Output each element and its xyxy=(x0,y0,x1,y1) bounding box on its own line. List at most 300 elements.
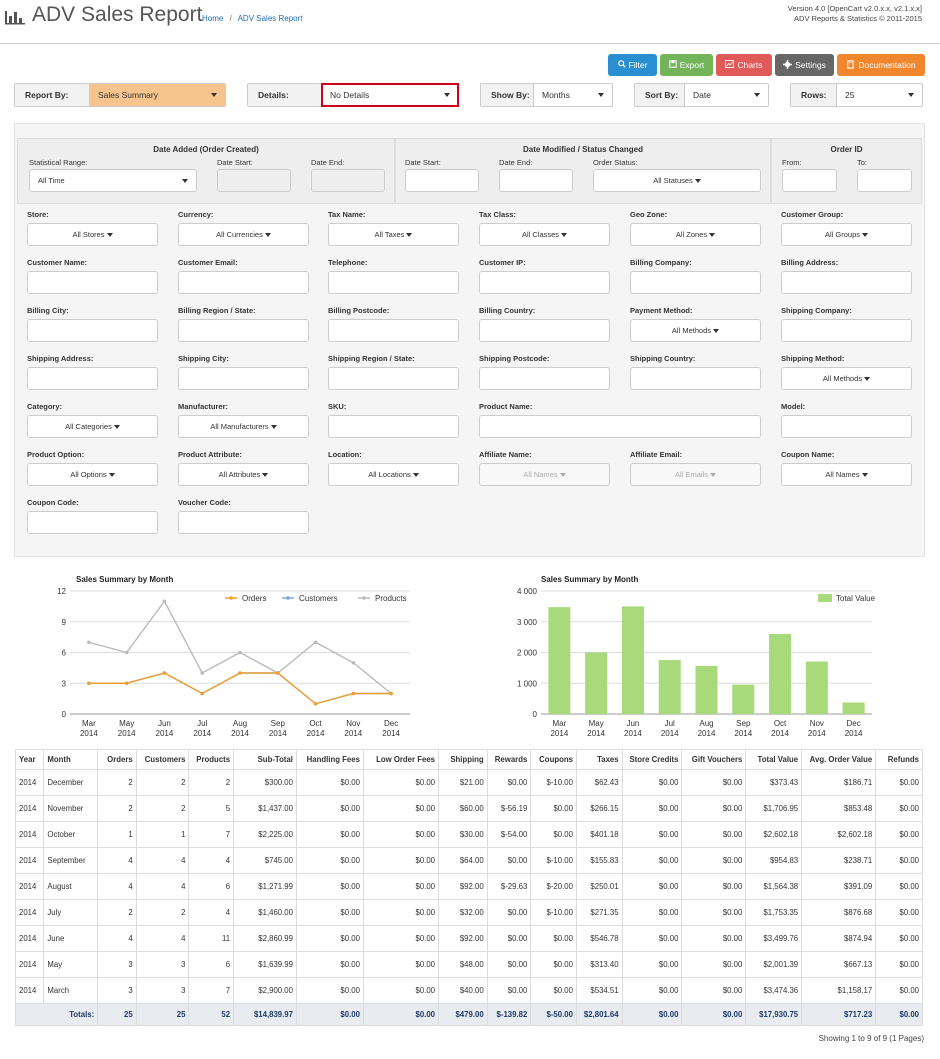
x-tick-year: 2014 xyxy=(306,729,325,738)
totals-cell-total-value: $17,930.75 xyxy=(746,1004,802,1026)
filter-select-manufacturer[interactable] xyxy=(178,415,309,438)
bar xyxy=(696,666,718,714)
settings-button[interactable] xyxy=(775,54,834,76)
filter-select-geo-zone[interactable] xyxy=(630,223,761,246)
table-cell-shipping: $48.00 xyxy=(439,952,488,978)
table-cell-year: 2014 xyxy=(16,952,44,978)
settings-button-label: Settings xyxy=(795,60,826,70)
table-cell-year: 2014 xyxy=(16,978,44,1004)
filter-input-customer-email[interactable] xyxy=(178,271,309,294)
table-cell-rewards: $-54.00 xyxy=(487,822,531,848)
series-line-customers xyxy=(89,673,391,704)
table-row xyxy=(16,978,923,1004)
details-value: No Details xyxy=(330,90,370,100)
filter-input-shipping-region-state[interactable] xyxy=(328,367,459,390)
x-tick-month: Nov xyxy=(809,719,824,728)
table-cell-store-credits: $0.00 xyxy=(622,822,682,848)
totals-cell-sub-total: $14,839.97 xyxy=(234,1004,297,1026)
filter-label-coupon-code: Coupon Code: xyxy=(27,498,79,507)
table-cell-orders: 4 xyxy=(98,874,137,900)
filter-label-billing-company: Billing Company: xyxy=(630,258,692,267)
filter-input-billing-address[interactable] xyxy=(781,271,912,294)
documentation-button[interactable] xyxy=(837,54,925,76)
mod-start-label: Date Start: xyxy=(405,158,441,167)
table-cell-orders: 2 xyxy=(98,770,137,796)
table-cell-shipping: $64.00 xyxy=(439,848,488,874)
table-cell-gift-vouchers: $0.00 xyxy=(682,796,746,822)
column-header-rewards[interactable]: Rewards xyxy=(487,750,531,770)
filter-select-value: All Stores xyxy=(72,230,105,239)
x-tick-month: Jun xyxy=(626,719,640,728)
filter-input-customer-ip[interactable] xyxy=(479,271,610,294)
data-point-orders xyxy=(276,671,280,675)
show-by-select[interactable] xyxy=(480,83,613,107)
table-cell-taxes: $271.35 xyxy=(576,900,622,926)
table-cell-customers: 2 xyxy=(136,770,189,796)
table-cell-avg-order-value: $238.71 xyxy=(802,848,876,874)
table-cell-coupons: $-20.00 xyxy=(531,874,577,900)
filter-input-shipping-address[interactable] xyxy=(27,367,158,390)
table-cell-customers: 1 xyxy=(136,822,189,848)
filter-panel xyxy=(14,123,925,557)
date-modified-title: Date Modified / Status Changed xyxy=(522,145,643,154)
filter-label-model: Model: xyxy=(781,402,806,411)
table-cell-taxes: $546.78 xyxy=(576,926,622,952)
table-cell-gift-vouchers: $0.00 xyxy=(682,848,746,874)
breadcrumb-current[interactable]: ADV Sales Report xyxy=(237,14,303,23)
search-icon xyxy=(618,60,626,70)
x-tick-year: 2014 xyxy=(79,729,98,738)
x-tick-month: Nov xyxy=(346,719,361,728)
filter-select-product-attribute[interactable] xyxy=(178,463,309,486)
data-point-products xyxy=(87,640,91,644)
y-tick-label: 9 xyxy=(61,617,66,627)
x-tick-month: Oct xyxy=(309,719,322,728)
order-id-group xyxy=(771,138,922,204)
filter-select-product-option[interactable] xyxy=(27,463,158,486)
table-cell-orders: 4 xyxy=(98,926,137,952)
table-cell-handling-fees: $0.00 xyxy=(296,796,363,822)
data-point-products xyxy=(163,599,167,603)
filter-input-sku[interactable] xyxy=(328,415,459,438)
chevron-down-icon xyxy=(262,473,268,477)
x-tick-year: 2014 xyxy=(844,729,863,738)
filter-select-category[interactable] xyxy=(27,415,158,438)
filter-select-shipping-method[interactable] xyxy=(781,367,912,390)
filter-input-product-name[interactable] xyxy=(479,415,761,438)
filter-select-tax-name[interactable] xyxy=(328,223,459,246)
table-cell-store-credits: $0.00 xyxy=(622,796,682,822)
table-cell-avg-order-value: $1,158.17 xyxy=(802,978,876,1004)
table-row xyxy=(16,822,923,848)
stat-range-value: All Time xyxy=(38,176,65,185)
x-tick-month: Jun xyxy=(157,719,171,728)
table-cell-year: 2014 xyxy=(16,874,44,900)
bar-chart-icon xyxy=(4,7,26,23)
legend-marker xyxy=(229,596,233,600)
chevron-down-icon xyxy=(862,473,868,477)
chevron-down-icon xyxy=(862,233,868,237)
chevron-down-icon xyxy=(695,179,701,183)
table-cell-handling-fees: $0.00 xyxy=(296,926,363,952)
table-cell-handling-fees: $0.00 xyxy=(296,770,363,796)
breadcrumb-home[interactable]: Home xyxy=(202,14,224,23)
x-tick-month: Sep xyxy=(270,719,285,728)
table-cell-store-credits: $0.00 xyxy=(622,900,682,926)
order-status-select[interactable] xyxy=(593,169,761,192)
filter-label-customer-ip: Customer IP: xyxy=(479,258,526,267)
filter-input-shipping-postcode[interactable] xyxy=(479,367,610,390)
totals-cell-rewards: $-139.82 xyxy=(487,1004,531,1026)
column-header-orders[interactable]: Orders xyxy=(98,750,137,770)
x-tick-year: 2014 xyxy=(382,729,401,738)
legend-label: Orders xyxy=(242,594,267,603)
table-cell-avg-order-value: $186.71 xyxy=(802,770,876,796)
table-cell-sub-total: $1,271.99 xyxy=(234,874,297,900)
x-tick-year: 2014 xyxy=(771,729,789,738)
x-tick-year: 2014 xyxy=(624,729,642,738)
table-cell-low-order-fees: $0.00 xyxy=(363,770,438,796)
table-cell-taxes: $313.40 xyxy=(576,952,622,978)
filter-label-shipping-region-state: Shipping Region / State: xyxy=(328,354,415,363)
table-cell-handling-fees: $0.00 xyxy=(296,874,363,900)
charts-button[interactable] xyxy=(716,54,772,76)
copyright-line: ADV Reports & Statistics © 2011-2015 xyxy=(794,14,922,23)
table-cell-customers: 4 xyxy=(136,874,189,900)
x-tick-month: Aug xyxy=(699,719,714,728)
column-header-customers[interactable]: Customers xyxy=(136,750,189,770)
filter-input-coupon-code[interactable] xyxy=(27,511,158,534)
bar xyxy=(843,703,865,714)
x-tick-month: Jul xyxy=(664,719,675,728)
filter-label-product-name: Product Name: xyxy=(479,402,533,411)
column-header-shipping[interactable]: Shipping xyxy=(439,750,488,770)
table-cell-taxes: $534.51 xyxy=(576,978,622,1004)
x-tick-year: 2014 xyxy=(155,729,174,738)
table-cell-gift-vouchers: $0.00 xyxy=(682,952,746,978)
table-cell-avg-order-value: $2,602.18 xyxy=(802,822,876,848)
documentation-button-label: Documentation xyxy=(858,60,916,70)
x-tick-month: Sep xyxy=(736,719,751,728)
filter-select-affiliate-name xyxy=(479,463,610,486)
data-point-orders xyxy=(200,692,204,696)
rows-select[interactable] xyxy=(790,83,923,107)
report-by-label: Report By: xyxy=(15,84,90,106)
data-point-products xyxy=(352,661,356,665)
filter-input-shipping-city[interactable] xyxy=(178,367,309,390)
table-cell-customers: 4 xyxy=(136,926,189,952)
chevron-down-icon xyxy=(908,93,914,97)
line-chart xyxy=(30,570,420,740)
table-cell-gift-vouchers: $0.00 xyxy=(682,822,746,848)
table-cell-avg-order-value: $876.68 xyxy=(802,900,876,926)
chevron-down-icon xyxy=(561,233,567,237)
date-end-input[interactable] xyxy=(311,169,385,192)
table-cell-coupons: $0.00 xyxy=(531,796,577,822)
save-icon xyxy=(669,60,677,70)
data-point-products xyxy=(238,651,242,655)
table-cell-month: November xyxy=(44,796,98,822)
filter-select-tax-class[interactable] xyxy=(479,223,610,246)
x-tick-month: Aug xyxy=(232,719,248,728)
column-header-month[interactable]: Month xyxy=(44,750,98,770)
stat-range-select[interactable] xyxy=(29,169,197,192)
column-header-coupons[interactable]: Coupons xyxy=(531,750,577,770)
table-row xyxy=(16,926,923,952)
filter-label-shipping-city: Shipping City: xyxy=(178,354,229,363)
table-cell-total-value: $1,564.38 xyxy=(746,874,802,900)
filter-select-payment-method[interactable] xyxy=(630,319,761,342)
legend-label: Total Value xyxy=(836,594,875,603)
date-added-group xyxy=(17,138,395,204)
date-start-input[interactable] xyxy=(217,169,291,192)
filter-select-value: All Categories xyxy=(65,422,112,431)
table-cell-year: 2014 xyxy=(16,796,44,822)
filter-label-store: Store: xyxy=(27,210,49,219)
filter-input-model[interactable] xyxy=(781,415,912,438)
table-row xyxy=(16,900,923,926)
x-tick-year: 2014 xyxy=(231,729,249,738)
table-cell-total-value: $2,602.18 xyxy=(746,822,802,848)
x-tick-month: Mar xyxy=(552,719,567,728)
data-point-orders xyxy=(389,692,393,696)
stat-range-label: Statistical Range: xyxy=(29,158,88,167)
filter-select-value: All Currencies xyxy=(216,230,263,239)
date-modified-group xyxy=(395,138,771,204)
column-header-avg-order-value[interactable]: Avg. Order Value xyxy=(802,750,876,770)
totals-cell-coupons: $-50.00 xyxy=(531,1004,577,1026)
column-header-year[interactable]: Year xyxy=(16,750,44,770)
table-cell-shipping: $30.00 xyxy=(439,822,488,848)
table-cell-low-order-fees: $0.00 xyxy=(363,848,438,874)
table-row xyxy=(16,848,923,874)
filter-input-billing-city[interactable] xyxy=(27,319,158,342)
filter-select-value: All Methods xyxy=(671,326,712,335)
table-cell-refunds: $0.00 xyxy=(876,926,923,952)
table-cell-refunds: $0.00 xyxy=(876,770,923,796)
mod-start-input[interactable] xyxy=(405,169,479,192)
bar-chart xyxy=(500,570,890,740)
order-id-title: Order ID xyxy=(830,145,863,154)
filter-label-affiliate-email: Affiliate Email: xyxy=(630,450,683,459)
totals-cell-customers: 25 xyxy=(136,1004,189,1026)
date-added-title: Date Added (Order Created) xyxy=(153,145,259,154)
table-cell-rewards: $0.00 xyxy=(487,900,531,926)
bar-chart-title: Sales Summary by Month xyxy=(541,575,639,584)
version-line: Version 4.0 [OpenCart v2.0.x.x, v2.1.x.x] xyxy=(787,4,922,13)
table-cell-sub-total: $2,900.00 xyxy=(234,978,297,1004)
table-cell-sub-total: $2,860.99 xyxy=(234,926,297,952)
show-by-value: Months xyxy=(542,90,570,100)
charts-button-label: Charts xyxy=(737,60,763,70)
filter-input-billing-postcode[interactable] xyxy=(328,319,459,342)
details-select[interactable] xyxy=(247,83,459,107)
table-cell-gift-vouchers: $0.00 xyxy=(682,978,746,1004)
line-chart-title: Sales Summary by Month xyxy=(76,575,174,584)
export-button[interactable] xyxy=(660,54,713,76)
table-cell-sub-total: $1,460.00 xyxy=(234,900,297,926)
filter-select-store[interactable] xyxy=(27,223,158,246)
table-cell-refunds: $0.00 xyxy=(876,900,923,926)
details-label: Details: xyxy=(248,84,322,106)
chevron-down-icon xyxy=(710,473,716,477)
column-header-gift-vouchers[interactable]: Gift Vouchers xyxy=(682,750,746,770)
table-cell-customers: 4 xyxy=(136,848,189,874)
table-row xyxy=(16,770,923,796)
column-header-handling-fees[interactable]: Handling Fees xyxy=(296,750,363,770)
show-by-value-box[interactable] xyxy=(534,84,612,106)
table-cell-orders: 1 xyxy=(98,822,137,848)
chart-icon xyxy=(725,60,734,70)
filter-label-tax-class: Tax Class: xyxy=(479,210,516,219)
breadcrumb xyxy=(202,14,303,23)
order-id-to-input[interactable] xyxy=(857,169,912,192)
filter-label-billing-postcode: Billing Postcode: xyxy=(328,306,390,315)
table-cell-coupons: $0.00 xyxy=(531,952,577,978)
report-by-value-box[interactable] xyxy=(90,84,225,106)
details-value-box[interactable] xyxy=(322,84,458,106)
column-header-store-credits[interactable]: Store Credits xyxy=(622,750,682,770)
data-point-orders xyxy=(238,671,242,675)
totals-cell-products: 52 xyxy=(189,1004,234,1026)
order-id-from-input[interactable] xyxy=(782,169,837,192)
filter-select-value: All Groups xyxy=(824,230,860,239)
column-header-total-value[interactable]: Total Value xyxy=(746,750,802,770)
bar xyxy=(769,634,791,714)
filter-select-value: All Zones xyxy=(675,230,708,239)
table-cell-month: May xyxy=(44,952,98,978)
column-header-taxes[interactable]: Taxes xyxy=(576,750,622,770)
column-header-refunds[interactable]: Refunds xyxy=(876,750,923,770)
rows-value-box[interactable] xyxy=(837,84,922,106)
bar xyxy=(732,685,754,714)
filter-input-voucher-code[interactable] xyxy=(178,511,309,534)
table-cell-taxes: $401.18 xyxy=(576,822,622,848)
chevron-down-icon xyxy=(444,93,450,97)
table-cell-gift-vouchers: $0.00 xyxy=(682,874,746,900)
totals-cell-avg-order-value: $717.23 xyxy=(802,1004,876,1026)
filter-select-currency[interactable] xyxy=(178,223,309,246)
filter-input-billing-company[interactable] xyxy=(630,271,761,294)
book-icon xyxy=(846,60,855,71)
filter-label-product-option: Product Option: xyxy=(27,450,85,459)
table-cell-rewards: $-56.19 xyxy=(487,796,531,822)
table-cell-store-credits: $0.00 xyxy=(622,926,682,952)
table-cell-low-order-fees: $0.00 xyxy=(363,796,438,822)
table-cell-avg-order-value: $874.94 xyxy=(802,926,876,952)
data-point-products xyxy=(314,640,318,644)
mod-end-label: Date End: xyxy=(499,158,533,167)
filter-select-value: All Attributes xyxy=(218,470,261,479)
totals-cell-gift-vouchers: $0.00 xyxy=(682,1004,746,1026)
chevron-down-icon xyxy=(182,179,188,183)
gear-icon xyxy=(783,60,792,71)
table-cell-sub-total: $2,225.00 xyxy=(234,822,297,848)
data-point-products xyxy=(200,671,204,675)
table-cell-store-credits: $0.00 xyxy=(622,874,682,900)
filter-select-location[interactable] xyxy=(328,463,459,486)
filter-input-customer-name[interactable] xyxy=(27,271,158,294)
table-cell-year: 2014 xyxy=(16,848,44,874)
table-cell-handling-fees: $0.00 xyxy=(296,978,363,1004)
legend-label: Customers xyxy=(299,594,338,603)
legend-label: Products xyxy=(375,594,407,603)
column-header-sub-total[interactable]: Sub-Total xyxy=(234,750,297,770)
report-by-select[interactable] xyxy=(14,83,226,107)
table-cell-rewards: $0.00 xyxy=(487,952,531,978)
table-cell-month: March xyxy=(44,978,98,1004)
filter-label-billing-address: Billing Address: xyxy=(781,258,839,267)
filter-select-value: All Taxes xyxy=(374,230,405,239)
x-tick-month: Jul xyxy=(197,719,208,728)
filter-input-shipping-company[interactable] xyxy=(781,319,912,342)
table-cell-store-credits: $0.00 xyxy=(622,770,682,796)
filter-select-customer-group[interactable] xyxy=(781,223,912,246)
filter-input-shipping-country[interactable] xyxy=(630,367,761,390)
column-header-low-order-fees[interactable]: Low Order Fees xyxy=(363,750,438,770)
mod-end-input[interactable] xyxy=(499,169,573,192)
table-cell-coupons: $0.00 xyxy=(531,822,577,848)
filter-input-billing-region-state[interactable] xyxy=(178,319,309,342)
table-cell-low-order-fees: $0.00 xyxy=(363,874,438,900)
table-cell-customers: 3 xyxy=(136,978,189,1004)
table-cell-low-order-fees: $0.00 xyxy=(363,822,438,848)
table-cell-sub-total: $745.00 xyxy=(234,848,297,874)
y-tick-label: 12 xyxy=(57,587,66,596)
x-tick-year: 2014 xyxy=(117,729,136,738)
table-cell-sub-total: $1,437.00 xyxy=(234,796,297,822)
bar-chart-svg xyxy=(500,570,890,740)
sort-by-select[interactable] xyxy=(634,83,769,107)
table-cell-coupons: $0.00 xyxy=(531,926,577,952)
table-cell-rewards: $-29.63 xyxy=(487,874,531,900)
column-header-products[interactable]: Products xyxy=(189,750,234,770)
table-cell-taxes: $62.43 xyxy=(576,770,622,796)
table-cell-orders: 3 xyxy=(98,952,137,978)
chevron-down-icon xyxy=(864,377,870,381)
data-point-orders xyxy=(352,692,356,696)
filter-label-shipping-company: Shipping Company: xyxy=(781,306,852,315)
filter-label-shipping-postcode: Shipping Postcode: xyxy=(479,354,550,363)
sort-by-value-box[interactable] xyxy=(685,84,768,106)
table-header-row xyxy=(16,750,923,770)
filter-label-voucher-code: Voucher Code: xyxy=(178,498,231,507)
table-cell-total-value: $2,001.39 xyxy=(746,952,802,978)
filter-select-value: All Names xyxy=(825,470,860,479)
table-cell-total-value: $954.83 xyxy=(746,848,802,874)
table-cell-customers: 3 xyxy=(136,952,189,978)
order-status-label: Order Status: xyxy=(593,158,638,167)
chevron-down-icon xyxy=(114,425,120,429)
table-cell-avg-order-value: $853.48 xyxy=(802,796,876,822)
table-cell-products: 7 xyxy=(189,978,234,1004)
totals-label: Totals: xyxy=(16,1004,98,1026)
table-cell-month: June xyxy=(44,926,98,952)
filter-input-telephone[interactable] xyxy=(328,271,459,294)
filter-select-coupon-name[interactable] xyxy=(781,463,912,486)
filter-input-billing-country[interactable] xyxy=(479,319,610,342)
chevron-down-icon xyxy=(709,233,715,237)
chevron-down-icon xyxy=(560,473,566,477)
totals-cell-taxes: $2,801.64 xyxy=(576,1004,622,1026)
filter-button[interactable] xyxy=(608,54,657,76)
page-title-text: ADV Sales Report xyxy=(32,3,203,26)
version-info xyxy=(788,4,922,24)
table-cell-low-order-fees: $0.00 xyxy=(363,900,438,926)
legend-swatch xyxy=(818,594,832,602)
filter-label-tax-name: Tax Name: xyxy=(328,210,366,219)
filter-label-category: Category: xyxy=(27,402,63,411)
